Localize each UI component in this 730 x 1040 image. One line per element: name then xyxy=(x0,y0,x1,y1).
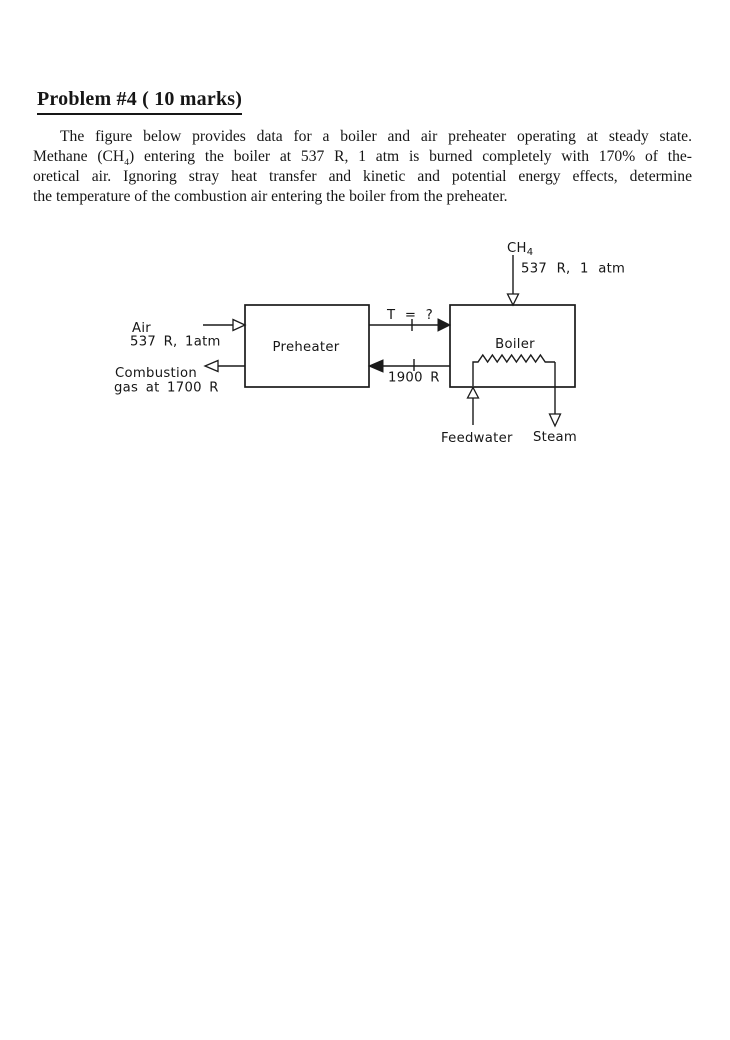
ch4-condition-label: 537 R, 1 atm xyxy=(521,261,626,277)
flue-gas-temp-label: 1900 R xyxy=(388,370,440,386)
air-inlet-arrowhead-icon xyxy=(233,320,245,331)
steam-label: Steam xyxy=(533,430,578,445)
line2-post: ) entering the boiler at 537 R, 1 atm is burned completely with 170% of the- xyxy=(129,148,692,165)
feedwater-label: Feedwater xyxy=(441,431,513,446)
preheated-air-arrowhead-icon xyxy=(438,319,450,331)
flue-gas-arrowhead-icon xyxy=(369,360,383,372)
combustion-gas-label-1: Combustion xyxy=(115,366,197,381)
feedwater-arrowhead-icon xyxy=(468,388,479,399)
line2-pre: Methane (CH xyxy=(33,148,125,165)
ch4-inlet-arrowhead-icon xyxy=(508,294,519,305)
air-label: Air xyxy=(132,321,152,336)
problem-title: Problem #4 ( 10 marks) xyxy=(37,88,242,115)
problem-text-line-4: the temperature of the combustion air entering the boiler from the preheater. xyxy=(33,188,508,205)
preheater-label: Preheater xyxy=(272,340,340,355)
ch4-subscript: 4 xyxy=(124,157,130,169)
boiler-label: Boiler xyxy=(495,337,535,352)
preheated-air-temp-label: T = ? xyxy=(387,308,433,323)
combustion-gas-label-2: gas at 1700 R xyxy=(114,380,219,396)
ch4-formula-base: CH xyxy=(507,241,527,256)
combustion-gas-arrowhead-icon xyxy=(205,361,218,372)
boiler-steam-coil xyxy=(473,355,555,386)
problem-text-line-1: The figure below provides data for a boiler and air preheater operating at steady state. xyxy=(60,128,692,145)
ch4-formula-subscript: 4 xyxy=(526,247,534,258)
problem-text-line-2 xyxy=(33,147,692,167)
problem-statement xyxy=(33,127,692,207)
ch4-label xyxy=(507,241,533,258)
steam-arrowhead-icon xyxy=(550,414,561,426)
process-flow-diagram xyxy=(100,235,640,450)
problem-text-line-3: oretical air. Ignoring stray heat transfer and kinetic and potential energy effects, determine xyxy=(33,168,692,185)
air-condition-label: 537 R, 1atm xyxy=(130,334,221,350)
